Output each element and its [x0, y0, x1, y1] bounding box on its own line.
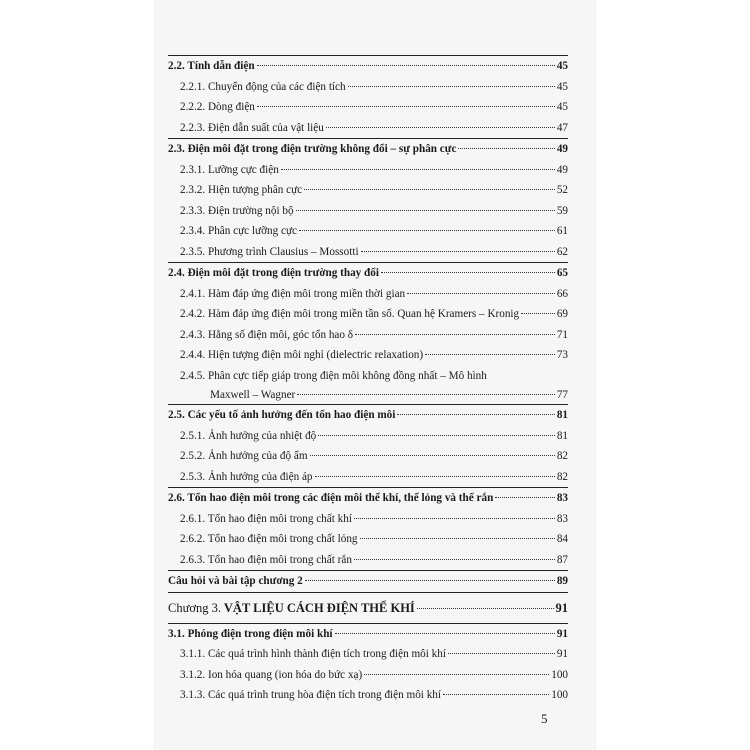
toc-entry-title: 2.4.2. Hàm đáp ứng điện môi trong miền tần số. Quan hệ Kramers – Kronig [180, 308, 520, 320]
toc-entry-title: 2.4.1. Hàm đáp ứng điện môi trong miền thời gian [180, 287, 406, 300]
dot-leader [361, 251, 555, 252]
toc-entry-2-4-3[interactable] [168, 325, 568, 346]
chapter-label: Chương 3. [168, 600, 221, 615]
toc-entry-2-3-5[interactable] [168, 242, 568, 263]
dot-leader [407, 293, 555, 294]
toc-entry-page-number: 62 [556, 245, 568, 258]
toc-entry-page-number: 100 [551, 689, 568, 701]
toc-entry-2-5-1[interactable] [168, 426, 568, 447]
dot-leader [257, 65, 555, 66]
toc-entry-2-6[interactable] [168, 487, 568, 509]
toc-entry-page-number: 82 [556, 470, 568, 483]
toc-entry-2-6-1[interactable] [168, 509, 568, 530]
dot-leader [364, 674, 549, 675]
toc-entry-2-4[interactable] [168, 262, 568, 284]
table-of-contents [168, 55, 568, 706]
toc-entry-page-number: 45 [556, 60, 568, 72]
dot-leader [299, 230, 555, 231]
toc-entry-title: 3.1. Phóng điện trong điện môi khí [168, 627, 333, 640]
dot-leader [443, 694, 549, 695]
toc-chapter-heading[interactable] [168, 592, 568, 623]
toc-entry-2-2-3[interactable] [168, 118, 568, 139]
toc-entry-title: 2.5. Các yếu tố ảnh hưởng đến tổn hao điện môi [168, 409, 396, 421]
toc-entry-title: 2.2.1. Chuyển động của các điện tích [180, 80, 346, 93]
toc-entry-2-4-1[interactable] [168, 284, 568, 305]
toc-entry-2-4-2[interactable] [168, 304, 568, 325]
toc-entry-title: 2.5.1. Ảnh hưởng của nhiệt độ [180, 429, 317, 442]
toc-entry-title: 2.5.2. Ảnh hưởng của độ ẩm [180, 450, 308, 462]
toc-entry-2-2[interactable] [168, 55, 568, 77]
dot-leader [326, 127, 555, 128]
toc-entry-3-1-3[interactable] [168, 685, 568, 706]
toc-entry-page-number: 87 [556, 553, 568, 566]
toc-entry-page-number: 91 [556, 648, 568, 660]
dot-leader [425, 354, 555, 355]
page-number: 5 [541, 711, 548, 726]
toc-entry-page-number: 73 [556, 349, 568, 361]
toc-entry-page-number: 84 [556, 533, 568, 545]
dot-leader [354, 518, 555, 519]
toc-entry-page-number: 100 [551, 668, 568, 681]
toc-entry-2-5-2[interactable] [168, 446, 568, 467]
toc-entry-page-number: 82 [556, 450, 568, 462]
toc-entry-title: 2.3.4. Phân cực lưỡng cực [180, 225, 297, 237]
toc-entry-2-2-1[interactable] [168, 77, 568, 98]
toc-section-chapter-3 [168, 623, 568, 706]
dot-leader [360, 538, 555, 539]
dot-leader [310, 455, 555, 456]
dot-leader [355, 334, 555, 335]
toc-entry-page-number: 59 [556, 204, 568, 217]
toc-entry-title: 2.6.1. Tổn hao điện môi trong chất khí [180, 512, 352, 525]
dot-leader [521, 313, 555, 314]
toc-entry-title: 2.4. Điện môi đặt trong điện trường thay đổi [168, 267, 379, 279]
dot-leader [397, 414, 554, 415]
toc-entry-page-number: 66 [556, 287, 568, 300]
toc-entry-title: 2.4.5. Phân cực tiếp giáp trong điện môi không đồng nhất – Mô hình [180, 369, 487, 382]
toc-entry-2-4-5b[interactable] [168, 386, 568, 404]
toc-entry-page-number: 49 [556, 143, 568, 155]
dot-leader [458, 148, 554, 149]
toc-entry-page-number: 69 [556, 308, 568, 320]
dot-leader [304, 189, 555, 190]
toc-entry-2-6-2[interactable] [168, 529, 568, 550]
toc-entry-title: 2.5.3. Ảnh hưởng của điện áp [180, 470, 313, 483]
toc-entry-title: 2.2.2. Dòng điện [180, 101, 255, 113]
toc-entry-title: 3.1.3. Các quá trình trung hòa điện tích trong điện môi khí [180, 689, 441, 701]
toc-entry-title: 2.3.1. Lưỡng cực điện [180, 163, 279, 176]
dot-leader [417, 608, 554, 609]
toc-entry-2-3-2[interactable] [168, 180, 568, 201]
toc-entry-2-2-2[interactable] [168, 97, 568, 118]
toc-entry-2-4-5[interactable] [168, 366, 568, 387]
toc-entry-title: 2.2. Tính dẫn điện [168, 60, 255, 72]
dot-leader [354, 559, 555, 560]
toc-entry-page-number: 47 [556, 121, 568, 134]
toc-entry-title: 2.4.3. Hằng số điện môi, góc tổn hao δ [180, 328, 354, 341]
toc-entry-2-5[interactable] [168, 404, 568, 426]
chapter-page-number: 91 [555, 600, 568, 615]
toc-entry-page-number: 77 [556, 389, 568, 401]
dot-leader [305, 580, 555, 581]
dot-leader [348, 86, 555, 87]
toc-entry-2-5-3[interactable] [168, 467, 568, 488]
toc-section-chapter-2 [168, 55, 568, 592]
toc-entry-title: 2.6. Tổn hao điện môi trong các điện môi thể khí, thể lỏng và thể rắn [168, 492, 494, 504]
toc-entry-title: Câu hỏi và bài tập chương 2 [168, 575, 303, 587]
toc-entry-page-number: 81 [556, 409, 568, 421]
toc-entry-page-number: 45 [556, 80, 568, 93]
toc-entry-3-1-2[interactable] [168, 665, 568, 686]
toc-entry-3-1-1[interactable] [168, 644, 568, 665]
toc-entry-title: 2.3. Điện môi đặt trong điện trường không đổi – sự phân cực [168, 143, 457, 155]
dot-leader [297, 394, 555, 395]
toc-entry-page-number: 52 [556, 184, 568, 196]
toc-entry-title: 2.4.4. Hiện tượng điện môi nghỉ (dielectric relaxation) [180, 349, 424, 361]
toc-entry-title: 2.3.2. Hiện tượng phân cực [180, 184, 303, 196]
toc-entry-2-4-4[interactable] [168, 345, 568, 366]
toc-entry-3-1[interactable] [168, 623, 568, 645]
dot-leader [381, 272, 555, 273]
toc-entry-title: 2.2.3. Điện dẫn suất của vật liệu [180, 121, 324, 134]
toc-entry-page-number: 81 [556, 429, 568, 442]
toc-entry-title: 3.1.2. Ion hóa quang (ion hóa do bức xạ) [180, 668, 363, 681]
dot-leader [315, 476, 555, 477]
chapter-name: VẬT LIỆU CÁCH ĐIỆN THỂ KHÍ [223, 600, 415, 615]
toc-entry-2-3[interactable] [168, 138, 568, 160]
toc-entry-title: 2.3.5. Phương trình Clausius – Mossotti [180, 245, 359, 258]
toc-entry-page-number: 71 [556, 328, 568, 341]
toc-entry-title: 2.6.2. Tổn hao điện môi trong chất lỏng [180, 533, 358, 545]
dot-leader [257, 106, 555, 107]
dot-leader [281, 169, 555, 170]
toc-entry-title: 2.3.3. Điện trường nội bộ [180, 204, 294, 217]
toc-entry-page-number: 83 [556, 512, 568, 525]
toc-entry-page-number: 91 [556, 627, 568, 640]
dot-leader [495, 497, 555, 498]
toc-entry-title: 3.1.1. Các quá trình hình thành điện tích trong điện môi khí [180, 648, 446, 660]
toc-entry-page-number: 45 [556, 101, 568, 113]
dot-leader [318, 435, 555, 436]
toc-entry-page-number: 83 [556, 492, 568, 504]
toc-entry-title: Maxwell – Wagner [210, 389, 296, 401]
dot-leader [296, 210, 555, 211]
toc-entry-2-3-4[interactable] [168, 221, 568, 242]
chapter-title [168, 593, 415, 623]
toc-entry-2-6-3[interactable] [168, 550, 568, 571]
dot-leader [448, 653, 555, 654]
toc-entry-page-number: 61 [556, 225, 568, 237]
toc-entry-title: 2.6.3. Tổn hao điện môi trong chất rắn [180, 553, 352, 566]
toc-entry-2-3-3[interactable] [168, 201, 568, 222]
toc-entry-q2[interactable] [168, 570, 568, 592]
dot-leader [335, 633, 555, 634]
toc-entry-page-number: 89 [556, 575, 568, 587]
toc-entry-page-number: 49 [556, 163, 568, 176]
toc-entry-2-3-1[interactable] [168, 160, 568, 181]
toc-entry-page-number: 65 [556, 267, 568, 279]
